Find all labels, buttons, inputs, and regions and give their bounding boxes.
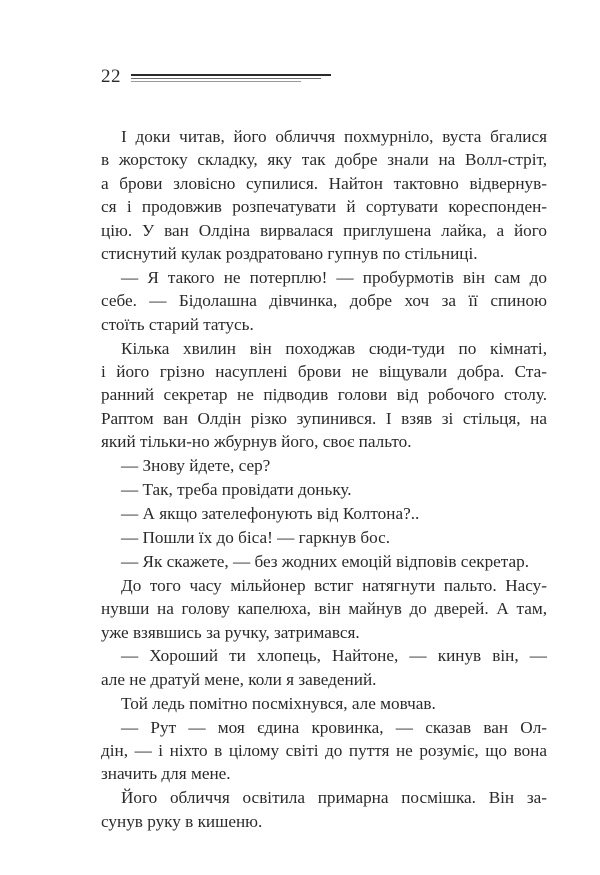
text-line: нувши на голову капелюха, він майнув до дверей. А там,	[101, 599, 547, 619]
text-line: До того часу мільйонер встиг натягнути пальто. Насу-	[121, 575, 547, 595]
page-number: 22	[101, 66, 121, 87]
text-line: себе. — Бідолашна дівчинка, добре хоч за її спиною	[101, 291, 547, 311]
header-rule-faint	[131, 81, 301, 82]
text-line: сунув руку в кишеню.	[101, 811, 263, 831]
text-line: в жорстоку складку, яку так добре знали на Волл-стріт,	[101, 150, 547, 170]
paragraph	[101, 526, 547, 549]
header-rule-thin	[131, 78, 321, 79]
text-line: — Пошли їх до біса! — гаркнув бос.	[121, 527, 391, 547]
paragraph	[101, 716, 547, 786]
paragraph	[101, 337, 547, 454]
paragraph	[101, 125, 547, 265]
paragraph	[101, 478, 547, 501]
text-line: стоїть старий татусь.	[101, 314, 254, 334]
body-text	[101, 125, 547, 833]
text-line: — Так, треба провідати доньку.	[121, 480, 352, 500]
text-line: уже взявшись за ручку, затримався.	[101, 622, 360, 642]
text-line: І доки читав, його обличчя похмурніло, вуста бгалися	[121, 127, 547, 146]
text-line: — Як скажете, — без жодних емоцій відповів секретар.	[121, 551, 530, 571]
text-line: ранний секретар не підводив голови від робочого столу.	[101, 385, 547, 405]
text-line: — А якщо зателефонують від Колтона?..	[121, 504, 420, 523]
text-line: — Хороший ти хлопець, Найтоне, — кинув він, —	[121, 646, 547, 666]
text-line: цію. У ван Олдіна вирвалася приглушена лайка, а його	[101, 220, 547, 240]
text-line: Той ледь помітно посміхнувся, але мовчав.	[121, 693, 436, 713]
text-line: Раптом ван Олдін різко зупинився. І взяв зі стільця, на	[101, 408, 547, 428]
text-line: — Знову йдете, сер?	[121, 456, 271, 476]
paragraph	[101, 644, 547, 691]
text-line: значить для мене.	[101, 764, 231, 784]
text-line: а брови зловісно супилися. Найтон тактовно відвернув-	[101, 173, 547, 193]
text-line: стиснутий кулак роздратовано гупнув по стільниці.	[101, 244, 478, 264]
text-line: — Я такого не потерплю! — пробурмотів він сам до	[121, 267, 547, 287]
page-header	[101, 66, 341, 90]
paragraph	[101, 692, 547, 715]
text-line: але не дратуй мене, коли я заведений.	[101, 669, 377, 689]
paragraph	[101, 786, 547, 833]
text-line: ся і продовжив розпечатувати й сортувати кореспонден-	[101, 197, 547, 217]
paragraph	[101, 454, 547, 477]
paragraph	[101, 574, 547, 644]
paragraph	[101, 266, 547, 336]
text-line: дін, — і ніхто в цілому світі до пуття не розуміє, що вона	[101, 741, 547, 761]
header-rule	[131, 74, 331, 76]
text-line: Його обличчя освітила примарна посмішка. Він за-	[121, 788, 547, 808]
text-line: і його грізно насуплені брови не віщували добра. Ста-	[101, 362, 547, 382]
text-line: — Рут — моя єдина кровинка, — сказав ван Ол-	[121, 717, 547, 737]
text-line: Кілька хвилин він походжав сюди-туди по кімнаті,	[121, 338, 547, 358]
paragraph	[101, 502, 547, 525]
paragraph	[101, 550, 547, 573]
text-line: який тільки-но жбурнув його, своє пальто.	[101, 432, 412, 452]
